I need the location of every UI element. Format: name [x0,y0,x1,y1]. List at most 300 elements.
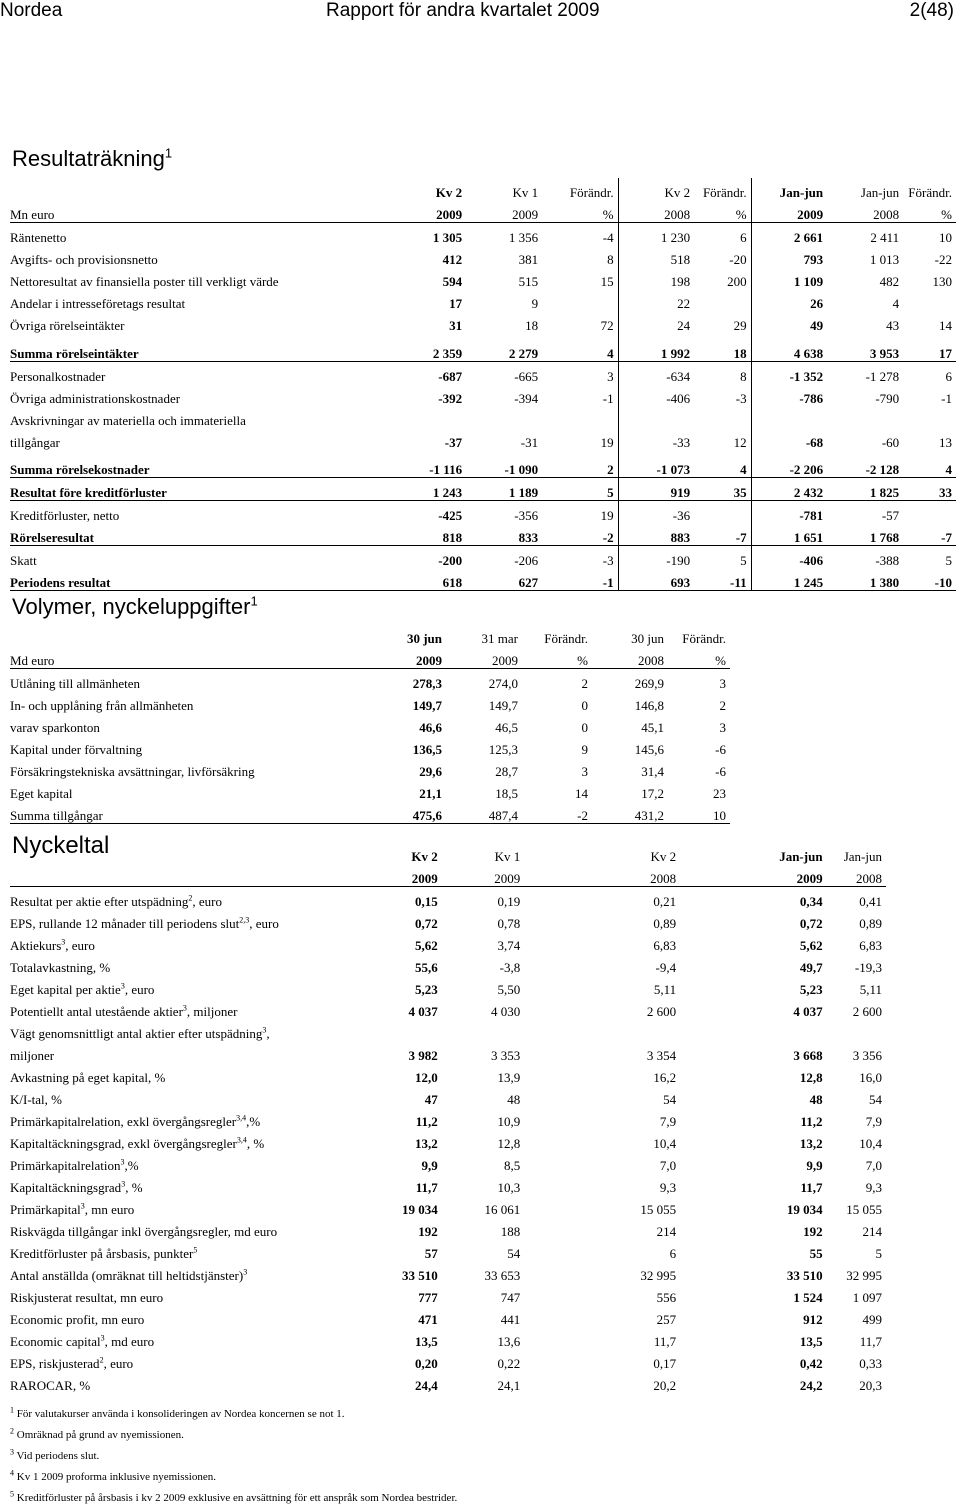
row-value: 1 380 [827,568,903,591]
row-value: 16,2 [653,1070,677,1085]
row-value: -200 [438,553,463,568]
row-value: 9,3 [865,1180,882,1195]
row-value: -7 [903,523,956,546]
row-value: 11,7 [415,1180,438,1195]
row-value [694,406,751,428]
row-value: 0,22 [497,1356,521,1371]
row-label: Försäkringstekniska avsättningar, livförsäkring [10,764,255,779]
row-label: Resultat före kreditförluster [10,478,390,501]
row-value: -1 352 [751,361,827,384]
section-title-nyckeltal: Nyckeltal [12,832,110,859]
row-value: 54 [507,1246,521,1261]
row-value: 6,83 [859,938,882,953]
column-header: Jan-jun [751,178,827,200]
header-cell [10,864,367,887]
row-value: 3 [719,720,726,735]
row-value: 17,2 [641,786,664,801]
row-value: 13,5 [415,1334,438,1349]
column-header: Jan-jun [843,849,882,864]
header-cell [10,624,370,646]
column-header: Förändr. [569,185,614,200]
row-value: 1 189 [466,478,542,501]
row-value: 2 411 [870,230,900,245]
row-value: 412 [442,252,463,267]
row-label: Skatt [10,553,37,568]
row-value: -1 090 [466,450,542,478]
table-row [10,568,956,591]
table-row [10,450,956,478]
row-value: 5 [945,553,952,568]
row-value: -20 [729,252,747,267]
row-value [390,406,466,428]
row-value: -425 [438,508,463,523]
row-value: 0,20 [415,1356,438,1371]
row-value: 0,89 [653,916,677,931]
row-value: -9,4 [655,960,677,975]
row-value: 10 [668,801,730,824]
row-value: 130 [932,274,952,289]
row-value: 11,7 [653,1334,677,1349]
row-value [542,289,618,311]
row-value: 32 995 [846,1268,882,1283]
row-value: 441 [500,1312,521,1327]
row-value: 33 [903,478,956,501]
row-value: 10 [939,230,952,245]
row-value: -2 206 [751,450,827,478]
column-header: 31 mar [481,631,518,646]
row-value: 3 [719,676,726,691]
row-value: 1 243 [390,478,466,501]
row-value: 257 [656,1312,677,1327]
row-value: 12,0 [415,1070,438,1085]
column-header: 2009 [446,646,522,669]
row-value: 31 [449,318,463,333]
row-value: 16 061 [484,1202,521,1217]
row-value: 43 [886,318,900,333]
row-label: EPS, riskjusterad$^2$, euro [10,1355,134,1371]
column-header: 2009 [751,200,827,223]
row-value: 29,6 [419,764,442,779]
row-value: 1 768 [827,523,903,546]
row-value: 919 [618,478,694,501]
row-label: Kapitaltäckningsgrad, exkl övergångsregler$^{3,4}$, % [10,1135,265,1151]
row-value: 1 992 [618,333,694,361]
row-value: -11 [694,568,751,591]
row-value: 22 [618,289,694,311]
row-value: 833 [466,523,542,546]
row-value: 3 353 [490,1048,521,1063]
row-label: Räntenetto [10,230,67,245]
volumes-table [10,624,730,824]
row-value: 12,8 [799,1070,823,1085]
row-label: Primärkapitalrelation$^3$,% [10,1157,139,1173]
column-header: % [903,200,956,223]
table-row [10,953,886,975]
row-value: 54 [869,1092,882,1107]
row-value: 693 [618,568,694,591]
column-header: 2008 [827,200,903,223]
company-name: Nordea [0,0,63,21]
row-value: 24,4 [415,1378,438,1393]
row-value [694,289,751,311]
row-value: 7,0 [865,1158,882,1173]
row-value [903,501,956,524]
row-label: Economic capital$^3$, md euro [10,1333,155,1349]
row-value: -1 073 [618,450,694,478]
table-row [10,223,956,246]
row-label: Avkastning på eget kapital, % [10,1070,166,1085]
row-value: 10,4 [859,1136,882,1151]
row-value: -406 [751,546,827,569]
row-value: 48 [809,1092,823,1107]
table-row [10,267,956,289]
row-value: -10 [903,568,956,591]
column-header: Kv 2 [435,185,463,200]
column-header: 2009 [390,200,466,223]
row-value: 274,0 [488,676,518,691]
row-value: -786 [751,384,827,406]
row-value: 5 [875,1246,882,1261]
row-label: RAROCAR, % [10,1378,91,1393]
header-cell [10,842,367,864]
table-row [10,384,956,406]
row-label: Eget kapital per aktie$^3$, euro [10,981,155,997]
row-value: 6 [740,230,747,245]
column-header: 2009 [367,864,442,887]
key-ratios-table [10,842,886,1393]
row-value: -388 [875,553,900,568]
row-value: 3 [581,764,588,779]
table-row [10,779,730,801]
page-number: 2(48) [909,0,954,21]
row-value: 6,83 [653,938,677,953]
table-row [10,1173,886,1195]
row-label: Avskrivningar av materiella och immateriella [10,412,246,428]
column-header: 30 jun [631,631,664,646]
row-value: 3 668 [793,1048,823,1063]
row-value: 13,9 [497,1070,521,1085]
table-row [10,428,956,450]
row-value: 33 510 [786,1268,823,1283]
row-value: 149,7 [488,698,518,713]
row-value: -781 [751,501,827,524]
row-label: Eget kapital [10,786,73,801]
row-value: 0,19 [497,894,521,909]
row-value: 11,7 [800,1180,823,1195]
row-value: 518 [618,245,694,267]
table-row [10,1195,886,1217]
unit-label: Mn euro [10,200,390,223]
row-value: 594 [442,274,463,289]
row-value: 3 953 [827,333,903,361]
row-value: 54 [663,1092,677,1107]
page-header [0,0,960,24]
row-value: 8 [740,368,747,384]
row-label: Nettoresultat av finansiella poster till verkligt värde [10,274,279,289]
row-value: -1 [542,568,618,591]
table-row [10,311,956,333]
row-value: 0,78 [497,916,521,931]
row-value: 1 013 [869,252,900,267]
row-value: 9,9 [421,1158,438,1173]
row-value: 15 055 [640,1202,677,1217]
column-header: 30 jun [406,631,442,646]
row-value: 912 [803,1312,823,1327]
row-value: 0,89 [859,916,882,931]
table-row [10,1041,886,1063]
row-value: 9,9 [806,1158,823,1173]
row-value: -68 [751,428,827,450]
column-header: 2008 [618,200,694,223]
row-value: 499 [862,1312,882,1327]
row-value: 482 [879,274,900,289]
row-value: 9,3 [659,1180,677,1195]
row-value: 17 [903,333,956,361]
row-value: 13,2 [799,1136,823,1151]
table-row [10,289,956,311]
row-label: Övriga administrationskostnader [10,390,181,406]
row-value: 145,6 [634,742,664,757]
table-row [10,1349,886,1371]
row-value: 4 037 [793,1004,823,1019]
row-label: Summa rörelseintäkter [10,333,390,361]
row-value: 556 [656,1290,677,1305]
row-value: 2 279 [466,333,542,361]
table-row [10,1283,886,1305]
row-label: Kapitaltäckningsgrad$^3$, % [10,1179,143,1195]
table-row [10,909,886,931]
row-value: 136,5 [412,742,442,757]
row-value: -3 [602,553,614,568]
table-row [10,1129,886,1151]
table-row [10,478,956,501]
row-label: Aktiekurs$^3$, euro [10,937,95,953]
row-label: In- och upplåning från allmänheten [10,698,194,713]
footnote: $^5$ Kreditförluster på årsbasis i kv 2 2009 exklusive en avsättning för ett anspråk som Nordea bestrider. [10,1489,458,1504]
row-value: 431,2 [592,801,668,824]
table-row [10,931,886,953]
row-value: 8,5 [503,1158,521,1173]
row-value: -33 [618,428,694,450]
header-row-2 [10,864,886,887]
row-value [903,289,956,311]
column-header: Kv 2 [411,849,438,864]
row-value: 35 [694,478,751,501]
row-value: 16,0 [859,1070,882,1085]
row-value: 818 [390,523,466,546]
row-value: -7 [694,523,751,546]
row-value: 31,4 [641,764,664,779]
table-row [10,1107,886,1129]
row-value: 4 [892,296,900,311]
row-value: -1 278 [865,368,900,384]
row-value: 0,72 [799,916,823,931]
row-value [542,406,618,428]
row-value: 5 [740,553,747,568]
row-value: 777 [418,1290,438,1305]
row-value: 12,8 [497,1136,521,1151]
row-label: Rörelseresultat [10,523,390,546]
row-value: 33 653 [484,1268,521,1283]
row-value: 45,1 [641,720,664,735]
section-title-volymer: Volymer, nyckeluppgifter$^1$ [12,593,258,619]
footnote: $^2$ Omräknad på grund av nyemissionen. [10,1426,184,1441]
row-value [751,406,827,428]
row-value: 3,74 [497,938,521,953]
row-value [680,1019,826,1041]
row-label: Economic profit, mn euro [10,1312,145,1327]
row-value: 49 [751,311,827,333]
table-row [10,1261,886,1283]
header-row-2 [10,646,730,669]
row-value: 1 524 [793,1290,823,1305]
row-value: 515 [518,274,539,289]
row-value: 2 [581,676,588,691]
table-row [10,997,886,1019]
row-value: 19 [600,434,614,450]
row-value: -31 [520,434,539,450]
header-row-1 [10,178,956,200]
row-value: -4 [602,230,614,245]
row-value: -2 128 [827,450,903,478]
row-value: 3 [607,368,614,384]
row-value: 9 [531,296,539,311]
row-value: 618 [390,568,466,591]
row-value [827,1019,886,1041]
row-label: Primärkapitalrelation, exkl övergångsregler$^{3,4}$,% [10,1113,261,1129]
row-value: 46,5 [495,720,518,735]
row-value: 200 [727,274,747,289]
row-label: Kapital under förvaltning [10,742,143,757]
row-value: 2 359 [390,333,466,361]
row-value: 0,17 [653,1356,677,1371]
row-label: K/I-tal, % [10,1092,62,1107]
row-value: 29 [733,318,747,333]
row-value: 7,9 [659,1114,677,1129]
row-value: 5,50 [497,982,521,997]
row-value [827,406,903,428]
row-value: -687 [438,368,463,384]
row-value: 1 356 [508,230,539,245]
table-row [10,1371,886,1393]
row-value [618,406,694,428]
column-header: Jan-jun [860,185,900,200]
row-value [903,406,956,428]
row-value: -19,3 [854,960,882,975]
row-value: 125,3 [488,742,518,757]
row-value: 21,1 [419,786,442,801]
row-value: -1 116 [390,450,466,478]
row-label: Andelar i intresseföretags resultat [10,296,186,311]
row-value: 0,15 [415,894,438,909]
row-value: 1 097 [852,1290,882,1305]
row-value: 5 [542,478,618,501]
row-value: 0 [581,720,588,735]
header-row-1 [10,624,730,646]
row-value: 18 [694,333,751,361]
table-row [10,361,956,384]
table-row [10,735,730,757]
row-value: 14 [939,318,952,333]
row-value [694,501,751,524]
table-row [10,523,956,546]
column-header: % [668,646,730,669]
row-value: -406 [618,384,694,406]
row-label: Summa rörelsekostnader [10,450,390,478]
row-value: 0,42 [799,1356,823,1371]
column-header: 2008 [592,646,668,669]
row-value: -665 [514,368,539,384]
row-value: 1 825 [827,478,903,501]
table-row [10,546,956,569]
table-row [10,691,730,713]
row-value: 7,9 [865,1114,882,1129]
row-label: Riskvägda tillgångar inkl övergångsregler, md euro [10,1224,278,1239]
table-row [10,1063,886,1085]
row-value: 4 037 [408,1004,438,1019]
row-label: Riskjusterat resultat, mn euro [10,1290,164,1305]
row-value: 747 [500,1290,521,1305]
table-row [10,501,956,524]
row-value: -392 [438,390,463,406]
row-value [442,1019,524,1041]
row-value: 2 432 [751,478,827,501]
row-label: Potentiellt antal utestående aktier$^3$, miljoner [10,1003,238,1019]
row-value: 28,7 [495,764,518,779]
row-value: 20,3 [859,1378,882,1393]
row-value: 33 510 [402,1268,438,1283]
table-row [10,887,886,910]
row-value: 4 [542,333,618,361]
row-value: 18 [525,318,539,333]
row-value: -3,8 [499,960,521,975]
income-statement-table [10,178,956,591]
column-header: 2008 [524,864,680,887]
row-value: 46,6 [419,720,442,735]
row-value: 1 651 [751,523,827,546]
row-value: 18,5 [495,786,518,801]
row-value: 17 [449,296,463,311]
row-label: Avgifts- och provisionsnetto [10,252,158,267]
row-value: 19 034 [786,1202,823,1217]
row-value: 9 [581,742,588,757]
table-row [10,1305,886,1327]
row-label: Summa tillgångar [10,801,370,824]
row-label: tillgångar [10,434,60,450]
column-header: Förändr. [544,631,588,646]
table-row [10,245,956,267]
row-value: 627 [466,568,542,591]
table-row [10,1327,886,1349]
row-value: 4 638 [751,333,827,361]
row-value: -57 [881,508,900,523]
row-label: Kreditförluster på årsbasis, punkter$^5$ [10,1245,198,1261]
row-value: 381 [518,252,539,267]
row-value: 11,2 [800,1114,823,1129]
row-value: 2 [542,450,618,478]
row-value: 11,7 [859,1334,882,1349]
row-value: 2 600 [852,1004,882,1019]
table-row [10,801,730,824]
row-value: 1 305 [432,230,463,245]
row-value: -36 [618,501,694,524]
row-value: 188 [500,1224,521,1239]
row-value: 883 [618,523,694,546]
table-row [10,1151,886,1173]
row-value: 49,7 [799,960,823,975]
row-value: 192 [418,1224,438,1239]
section-title-resultatrakning: Resultaträkning$^1$ [12,145,173,171]
